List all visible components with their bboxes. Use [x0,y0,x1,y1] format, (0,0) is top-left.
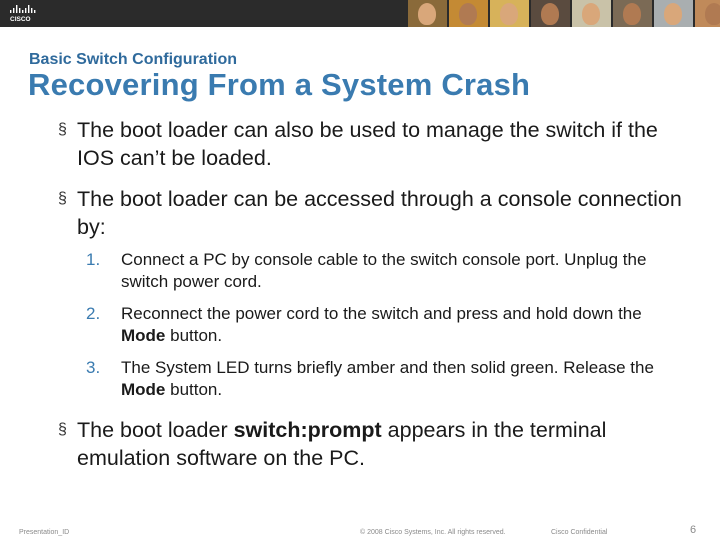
page-number: 6 [690,524,697,536]
step-text-part: Connect a PC by console cable to the switch console port. Unplug the switch power cord. [121,250,647,291]
header-photo [654,0,693,27]
bullet-text: The boot loader can also be used to manage the switch if the IOS can’t be loaded. [77,118,658,170]
footer-presentation-id: Presentation_ID [19,529,70,536]
step-number: 3. [86,358,101,377]
face-icon [418,3,436,25]
face-icon [459,3,477,25]
face-icon [582,3,600,25]
bullet-text-bold: switch:prompt [233,418,382,442]
footer-confidential: Cisco Confidential [551,529,608,536]
header-photo [490,0,529,27]
step-text-part: button. [165,380,223,399]
step-text-bold: Mode [121,380,166,399]
header-photo [449,0,488,27]
logo-text: CISCO [10,16,31,23]
bullet-text [77,416,697,472]
step-number: 1. [86,250,101,269]
header-photo [531,0,570,27]
step-text [121,249,681,293]
header-banner [0,0,720,27]
header-photo [695,0,720,27]
face-icon [500,3,518,25]
header-photo [408,0,447,27]
step-number: 2. [86,304,101,323]
section-title: Basic Switch Configuration [29,51,238,68]
face-icon [541,3,559,25]
bullet-text-part: appears in the terminal emulation software on the PC. [77,418,607,470]
step-text-part: The System LED turns briefly amber and then solid green. Release the [121,358,654,377]
bullet-icon: § [58,190,67,207]
header-photo-strip [408,0,720,27]
header-photo [572,0,611,27]
step-text [121,357,681,401]
step-text-part: Reconnect the power cord to the switch and press and hold down the [121,304,642,323]
bullet-text: The boot loader can be accessed through a console connection by: [77,187,682,239]
step-text [121,303,681,347]
bullet-icon: § [58,121,67,138]
bullet-text-part: The boot loader [77,418,234,442]
step-text-part: button. [165,326,223,345]
slide-title: Recovering From a System Crash [28,67,531,102]
footer-copyright: © 2008 Cisco Systems, Inc. All rights reserved. [360,529,506,536]
step-text-bold: Mode [121,326,166,345]
face-icon [623,3,641,25]
cisco-logo-icon [9,3,43,23]
header-photo [613,0,652,27]
face-icon [705,3,720,25]
face-icon [664,3,682,25]
bullet-icon: § [58,421,67,438]
